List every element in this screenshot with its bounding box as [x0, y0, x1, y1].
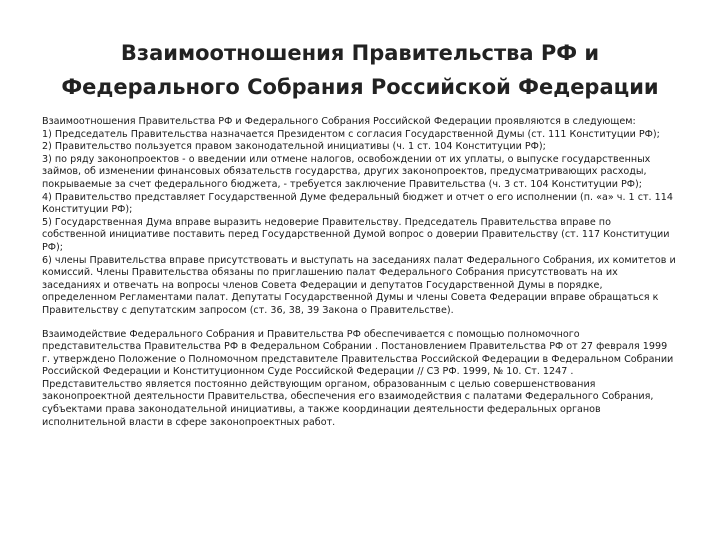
slide-body: [42, 116, 678, 429]
list-item-1: 1) Председатель Правительства назначается Президентом с согласия Государственной Думы (ст. 111 Конституции РФ);: [42, 128, 660, 140]
list-item-3: 3) по ряду законопроектов - о введении или отмене налогов, освобождении от их уплаты, о выпуске государственных займов, об изменении финансовых обязательств государства, других законопроектов, предусматривающих расходы, покрываемые за счет федерального бюджета, - требуется заключение Правительства (ч. 3 ст. 104 Конституции РФ);: [42, 153, 651, 190]
interaction-block: [42, 329, 678, 430]
list-item-5: 5) Государственная Дума вправе выразить недоверие Правительству. Председатель Правительства вправе по собственной инициативе поставить перед Государственной Думой вопрос о доверии Правительству (ст. 117 Конституции РФ);: [42, 216, 670, 253]
list-item-4: 4) Правительство представляет Государственной Думе федеральный бюджет и отчет о его исполнении (п. «а» ч. 1 ст. 114 Конституции РФ);: [42, 191, 673, 216]
interaction-paragraph: Взаимодействие Федерального Собрания и Правительства РФ обеспечивается с помощью полномочного представительства Правительства РФ в Федеральном Собрании . Постановлением Правительства РФ от 27 февраля 1999 г. утверждено Положение о Полномочном представителе Правительства Российской Федерации в Федеральном Собрании Российской Федерации и Конституционном Суде Российской Федерации // СЗ РФ. 1999, № 10. Ст. 1247 .: [42, 328, 674, 378]
slide-title-line-1: Взаимоотношения Правительства РФ и: [120, 41, 600, 65]
list-item-6: 6) члены Правительства вправе присутствовать и выступать на заседаниях палат Федерального Собрания, их комитетов и комиссий. Члены Правительства обязаны по приглашению палат Федерального Собрания присутствовать на их заседаниях и отвечать на вопросы членов Совета Федерации и депутатов Государственной Думы в порядке, определенном Регламентами палат. Депутаты Государственной Думы и члены Совета Федерации вправе обращаться к Правительству с депутатским запросом (ст. 36, 38, 39 Закона о Правительстве).: [42, 254, 676, 316]
slide-title-line-2: Федерального Собрания Российской Федерации: [61, 75, 659, 99]
list-item-2: 2) Правительство пользуется правом законодательной инициативы (ч. 1 ст. 104 Конституции РФ);: [42, 141, 546, 153]
intro-paragraph: Взаимоотношения Правительства РФ и Федерального Собрания Российской Федерации проявляются в следующем:: [42, 116, 636, 127]
representation-paragraph: Представительство является постоянно действующим органом, образованным с целью совершенствования законопроектной деятельности Правительства, обеспечения его взаимодействия с палатами Федерального Собрания, субъектами права законодательной инициативы, а также координации деятельности федеральных органов исполнительной власти в сфере законопроектных работ.: [42, 378, 654, 428]
relations-block: [42, 116, 678, 318]
slide-title: [20, 36, 700, 104]
